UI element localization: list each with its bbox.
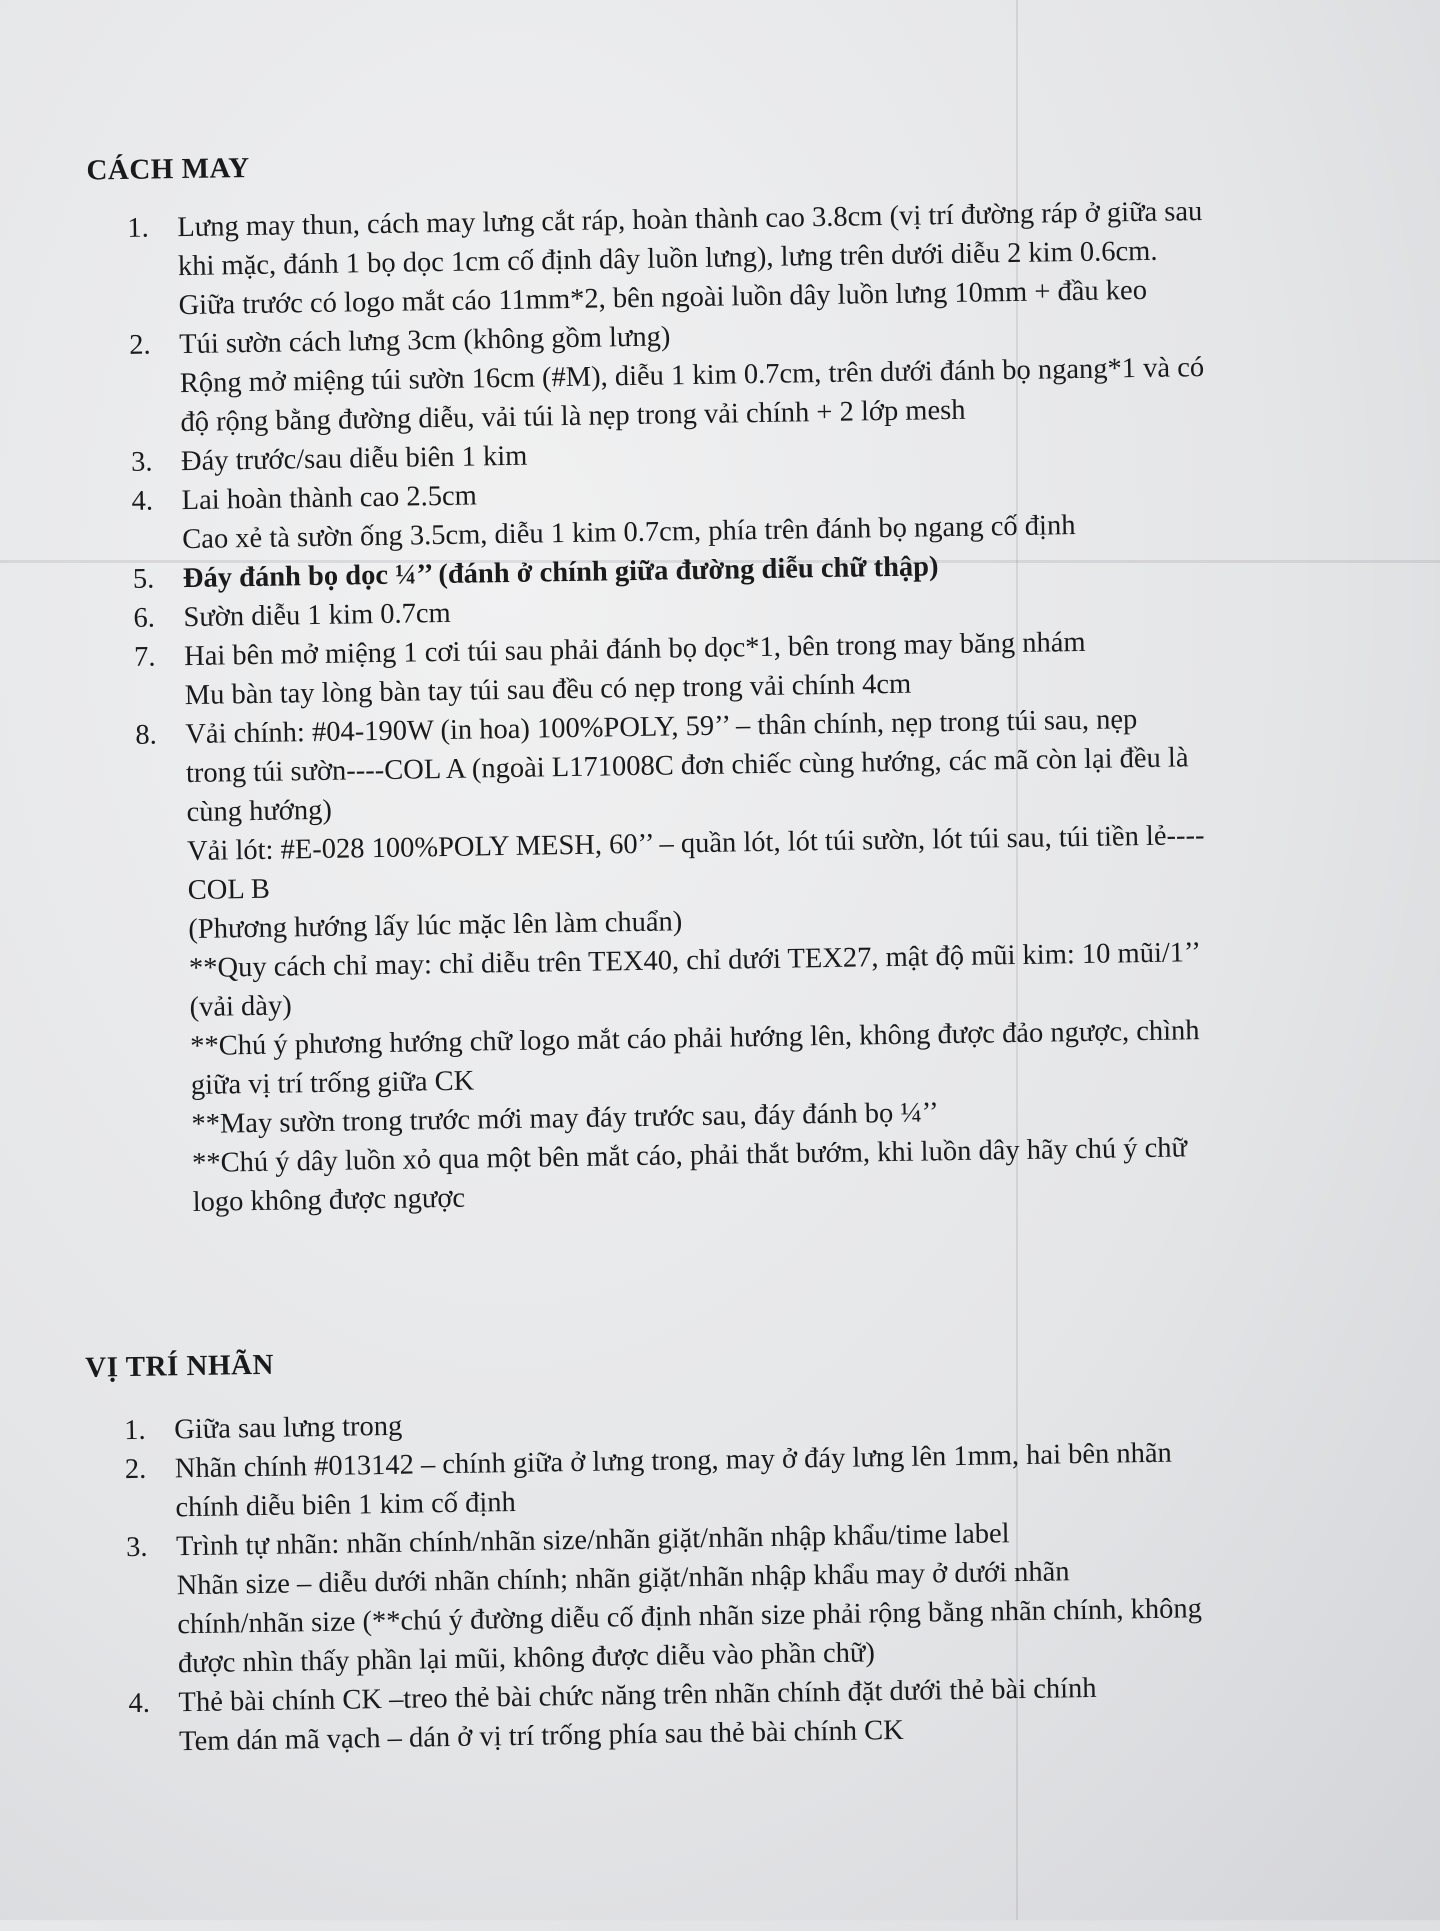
item-text-line: Cao xẻ tà sườn ống 3.5cm, diễu 1 kim 0.7cm, phía trên đánh bọ ngang cố định (182, 510, 1076, 556)
item-text-line: chính/nhãn size (**chú ý đường diễu cố định nhãn size phải rộng bằng nhãn chính, không (177, 1593, 1203, 1641)
item-text-line: cùng hướng) (186, 794, 333, 829)
item-text-line: **Quy cách chỉ may: chỉ diễu trên TEX40, chỉ dưới TEX27, mật độ mũi kim: 10 mũi/1’’ (188, 937, 1202, 985)
item-text-line: Thẻ bài chính CK –treo thẻ bài chức năng trên nhãn chính đặt dưới thẻ bài chính (178, 1672, 1097, 1719)
item-text-line: Đáy đánh bọ dọc ¼’’ (đánh ở chính giữa đường diễu chữ thập) (182, 551, 939, 595)
section-title-sewing: CÁCH MAY (86, 151, 250, 187)
item-number: 7. (133, 641, 156, 673)
item-number: 3. (125, 1531, 148, 1564)
item-text-line: Nhãn size – diễu dưới nhãn chính; nhãn giặt/nhãn nhập khẩu may ở dưới nhãn (176, 1556, 1070, 1602)
item-text-line: **May sườn trong trước mới may đáy trước sau, đáy đánh bọ ¼’’ (191, 1097, 939, 1141)
item-number: 2. (124, 1453, 147, 1486)
item-number: 2. (128, 329, 151, 361)
item-text-line: (Phương hướng lấy lúc mặc lên làm chuẩn) (188, 906, 683, 946)
item-text-line: Tem dán mã vạch – dán ở vị trí trống phía sau thẻ bài chính CK (178, 1714, 904, 1758)
item-text-line: logo không được ngược (192, 1182, 466, 1219)
list-item (126, 1509, 1358, 1684)
item-text-line: **Chú ý phương hướng chữ logo mắt cáo phải hướng lên, không được đảo ngược, chình (189, 1015, 1200, 1063)
item-text-line: trong túi sườn----COL A (ngoài L171008C đơn chiếc cùng hướng, các mã còn lại đều là (185, 742, 1189, 790)
item-number: 8. (135, 719, 157, 751)
list-item (129, 307, 1331, 443)
item-number: 4. (131, 485, 154, 517)
item-text-line: Mu bàn tay lòng bàn tay túi sau đều có nẹp trong vải chính 4cm (184, 668, 912, 712)
list-item (135, 697, 1343, 1223)
item-text-line: Nhãn chính #013142 – chính giữa ở lưng trong, may ở đáy lưng lên 1mm, hai bên nhãn (174, 1437, 1173, 1485)
item-text-line: **Chú ý dây luồn xỏ qua một bên mắt cáo, phải thắt bướm, khi luồn dây hãy chú ý chữ (191, 1132, 1188, 1180)
item-text-line: độ rộng bằng đường diễu, vải túi là nẹp trong vải chính + 2 lớp mesh (180, 394, 966, 439)
item-number: 4. (128, 1687, 151, 1720)
item-text-line: Rộng mở miệng túi sườn 16cm (#M), diễu 1 kim 0.7cm, trên dưới đánh bọ ngang*1 và có (179, 352, 1205, 400)
list-item (127, 190, 1329, 326)
item-text-line: COL B (187, 873, 271, 907)
item-text-line: chính diễu biên 1 kim cố định (175, 1486, 517, 1524)
item-number: 3. (130, 446, 153, 478)
item-number: 1. (127, 212, 149, 244)
item-text-line: khi mặc, đánh 1 bọ dọc 1cm cố định dây luồn lưng), lưng trên dưới diễu 2 kim 0.6cm. (177, 235, 1158, 283)
item-text-line: Túi sườn cách lưng 3cm (không gồm lưng) (178, 321, 671, 361)
item-text-line: Trình tự nhãn: nhãn chính/nhãn size/nhãn giặt/nhãn nhập khẩu/time label (175, 1518, 1010, 1563)
item-text-line: Giữa sau lưng trong (174, 1410, 403, 1446)
item-text-line: Đáy trước/sau diễu biên 1 kim (180, 440, 528, 478)
item-number: 1. (124, 1414, 146, 1447)
item-text-line: Lưng may thun, cách may lưng cắt ráp, hoàn thành cao 3.8cm (vị trí đường ráp ở giữa sau (177, 196, 1203, 244)
section-title-label-position: VỊ TRÍ NHÃN (85, 1348, 275, 1384)
item-number: 5. (132, 563, 155, 595)
item-text-line: Sườn diễu 1 kim 0.7cm (183, 597, 451, 634)
item-text-line: Lai hoàn thành cao 2.5cm (181, 480, 478, 517)
item-text-line: Hai bên mở miệng 1 cơi túi sau phải đánh bọ dọc*1, bên trong may băng nhám (183, 626, 1086, 673)
item-text-line: Vải chính: #04-190W (in hoa) 100%POLY, 59’’ – thân chính, nẹp trong túi sau, nẹp (185, 704, 1138, 751)
item-text-line: được nhìn thấy phần lại mũi, không được diễu vào phần chữ) (177, 1637, 876, 1680)
item-text-line: Giữa trước có logo mắt cáo 11mm*2, bên ngoài luồn dây luồn lưng 10mm + đầu keo (178, 274, 1148, 322)
item-text-line: giữa vị trí trống giữa CK (190, 1065, 475, 1102)
item-text-line: Vải lót: #E-028 100%POLY MESH, 60’’ – quần lót, lót túi sườn, lót túi sau, túi tiền lẻ---- (186, 820, 1205, 868)
item-number: 6. (133, 602, 156, 634)
label-position-list (124, 1392, 1359, 1762)
sewing-instructions-list (127, 190, 1343, 1223)
item-text-line: (vải dày) (189, 990, 292, 1024)
